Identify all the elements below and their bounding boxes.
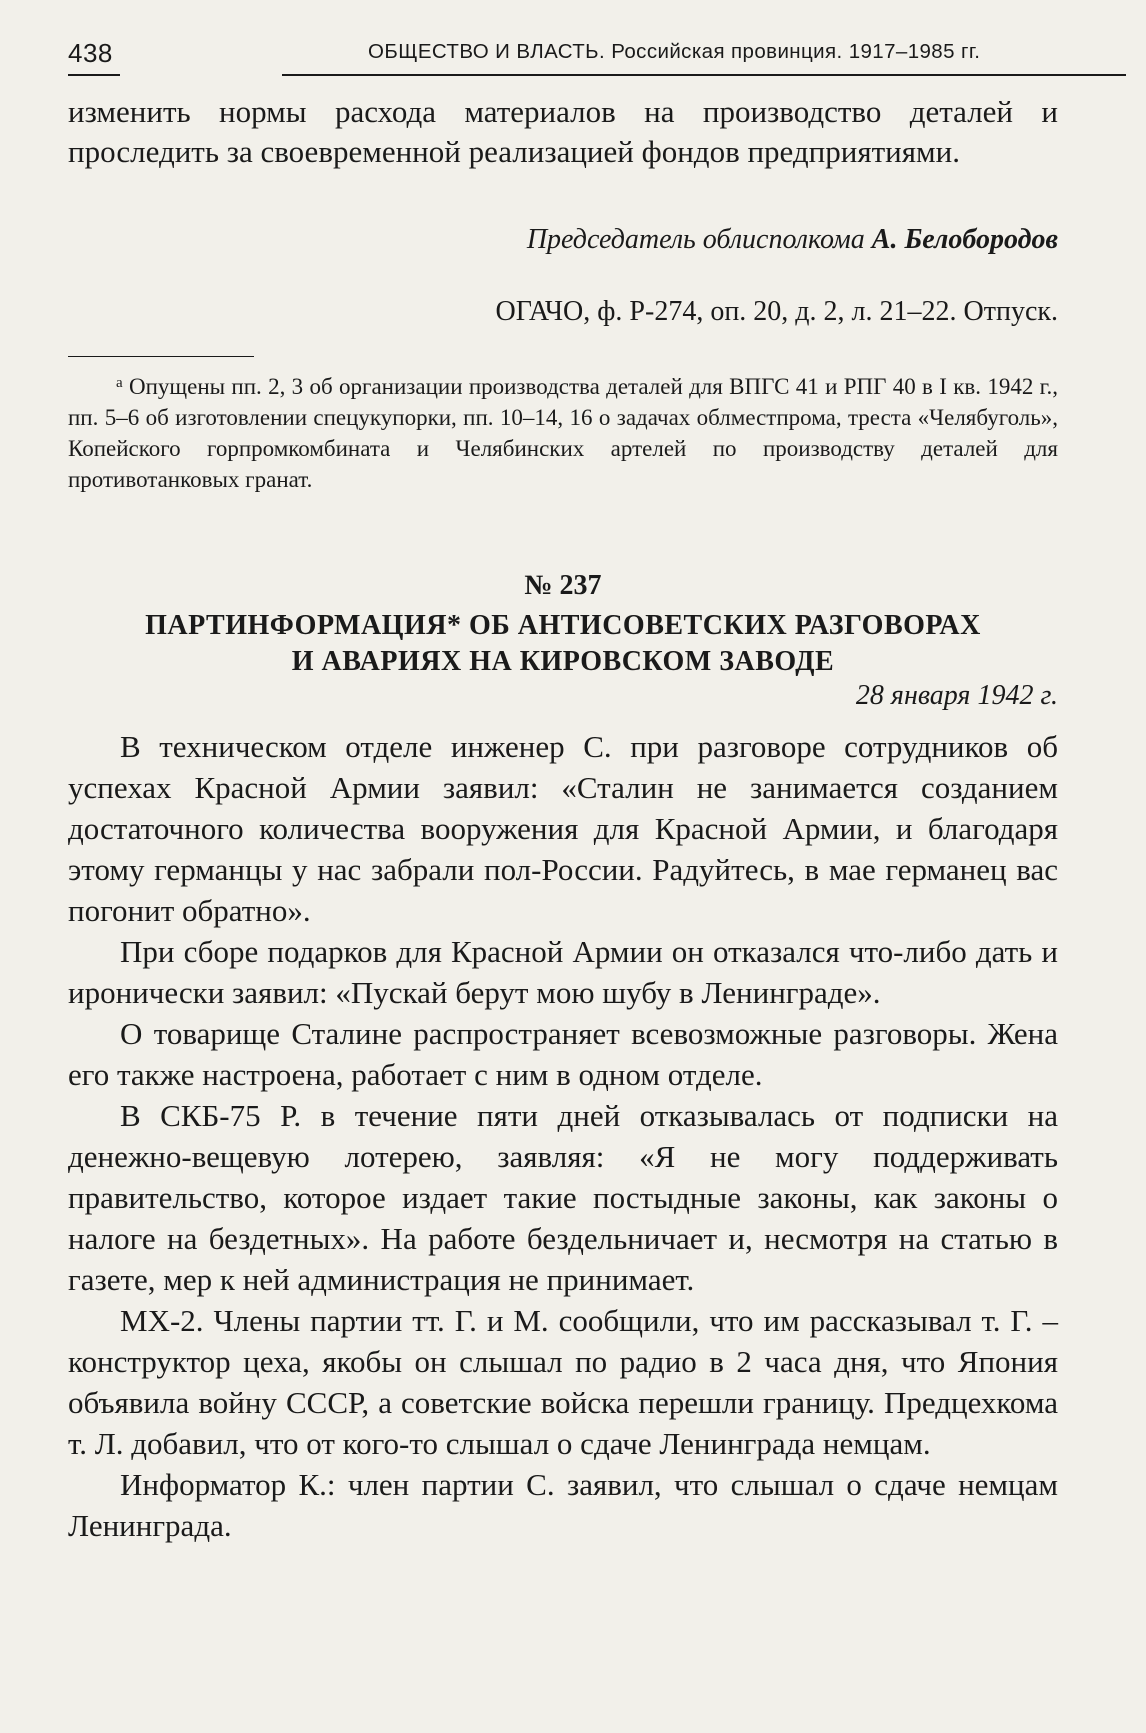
paragraph: В техническом отделе инженер С. при разговоре сотрудников об успехах Красной Армии заявил: «Сталин не занимается созданием достаточного количества вооружения для Красной Армии, и благодаря этому германцы у нас забрали пол-России. Радуйтесь, в мае германец вас погонит обратно». <box>68 729 1058 928</box>
paragraph: При сборе подарков для Красной Армии он отказался что-либо дать и иронически заявил: «Пускай берут мою шубу в Ленинграде». <box>68 934 1058 1010</box>
paragraph: МХ-2. Члены партии тт. Г. и М. сообщили, что им рассказывал т. Г. – конструктор цеха, якобы он слышал по радио в 2 часа дня, что Япония объявила войну СССР, а советские войска перешли границу. Предцехкома т. Л. добавил, что от кого-то слышал о сдаче Ленинграда немцам. <box>68 1303 1058 1461</box>
page-number: 438 <box>68 38 113 68</box>
document-body <box>68 726 1058 1546</box>
running-header <box>68 28 1048 72</box>
signature-name: А. Белобородов <box>871 224 1058 255</box>
paragraph: изменить нормы расхода материалов на производство деталей и проследить за своевременной реализацией фондов предприятиями. <box>68 94 1058 169</box>
signature <box>527 224 1058 256</box>
document-date: 28 января 1942 г. <box>855 680 1058 711</box>
header-rule <box>282 74 1126 76</box>
previous-document-ending <box>68 92 1058 172</box>
signature-role: Председатель облисполкома <box>526 224 872 255</box>
document-title-line: ПАРТИНФОРМАЦИЯ* ОБ АНТИСОВЕТСКИХ РАЗГОВОРАХ <box>145 610 981 641</box>
archive-reference: ОГАЧО, ф. Р-274, оп. 20, д. 2, л. 21–22. Отпуск. <box>495 296 1058 327</box>
document-number: № 237 <box>524 570 602 601</box>
footnote-text: Опущены пп. 2, 3 об организации производства деталей для ВПГС 41 и РПГ 40 в I кв. 1942 г., пп. 5–6 об изготовлении спецукупорки, пп. 10–14, 16 о задачах облместпрома, треста «Челябуголь», Копейского горпромкомбината и Челябинских артелей по производству деталей для противотанковых гранат. <box>68 374 1058 492</box>
page-number-underline <box>68 74 120 76</box>
footnote-marker: а <box>116 375 123 391</box>
document-title-line: И АВАРИЯХ НА КИРОВСКОМ ЗАВОДЕ <box>291 646 835 677</box>
footnote-rule <box>68 356 254 357</box>
running-header-title: ОБЩЕСТВО И ВЛАСТЬ. Российская провинция. 1917–1985 гг. <box>368 40 981 63</box>
footnote <box>68 368 1058 495</box>
paragraph: Информатор К.: член партии С. заявил, что слышал о сдаче немцам Ленинграда. <box>68 1467 1058 1543</box>
document-title <box>68 608 1058 680</box>
paragraph: О товарище Сталине распространяет всевозможные разговоры. Жена его также настроена, работает с ним в одном отделе. <box>68 1016 1058 1092</box>
paragraph: В СКБ-75 Р. в течение пяти дней отказывалась от подписки на денежно-вещевую лотерею, заявляя: «Я не могу поддерживать правительство, которое издает такие постыдные законы, как законы о налоге на бездетных». На работе бездельничает и, несмотря на статью в газете, мер к ней администрация не принимает. <box>68 1098 1058 1297</box>
